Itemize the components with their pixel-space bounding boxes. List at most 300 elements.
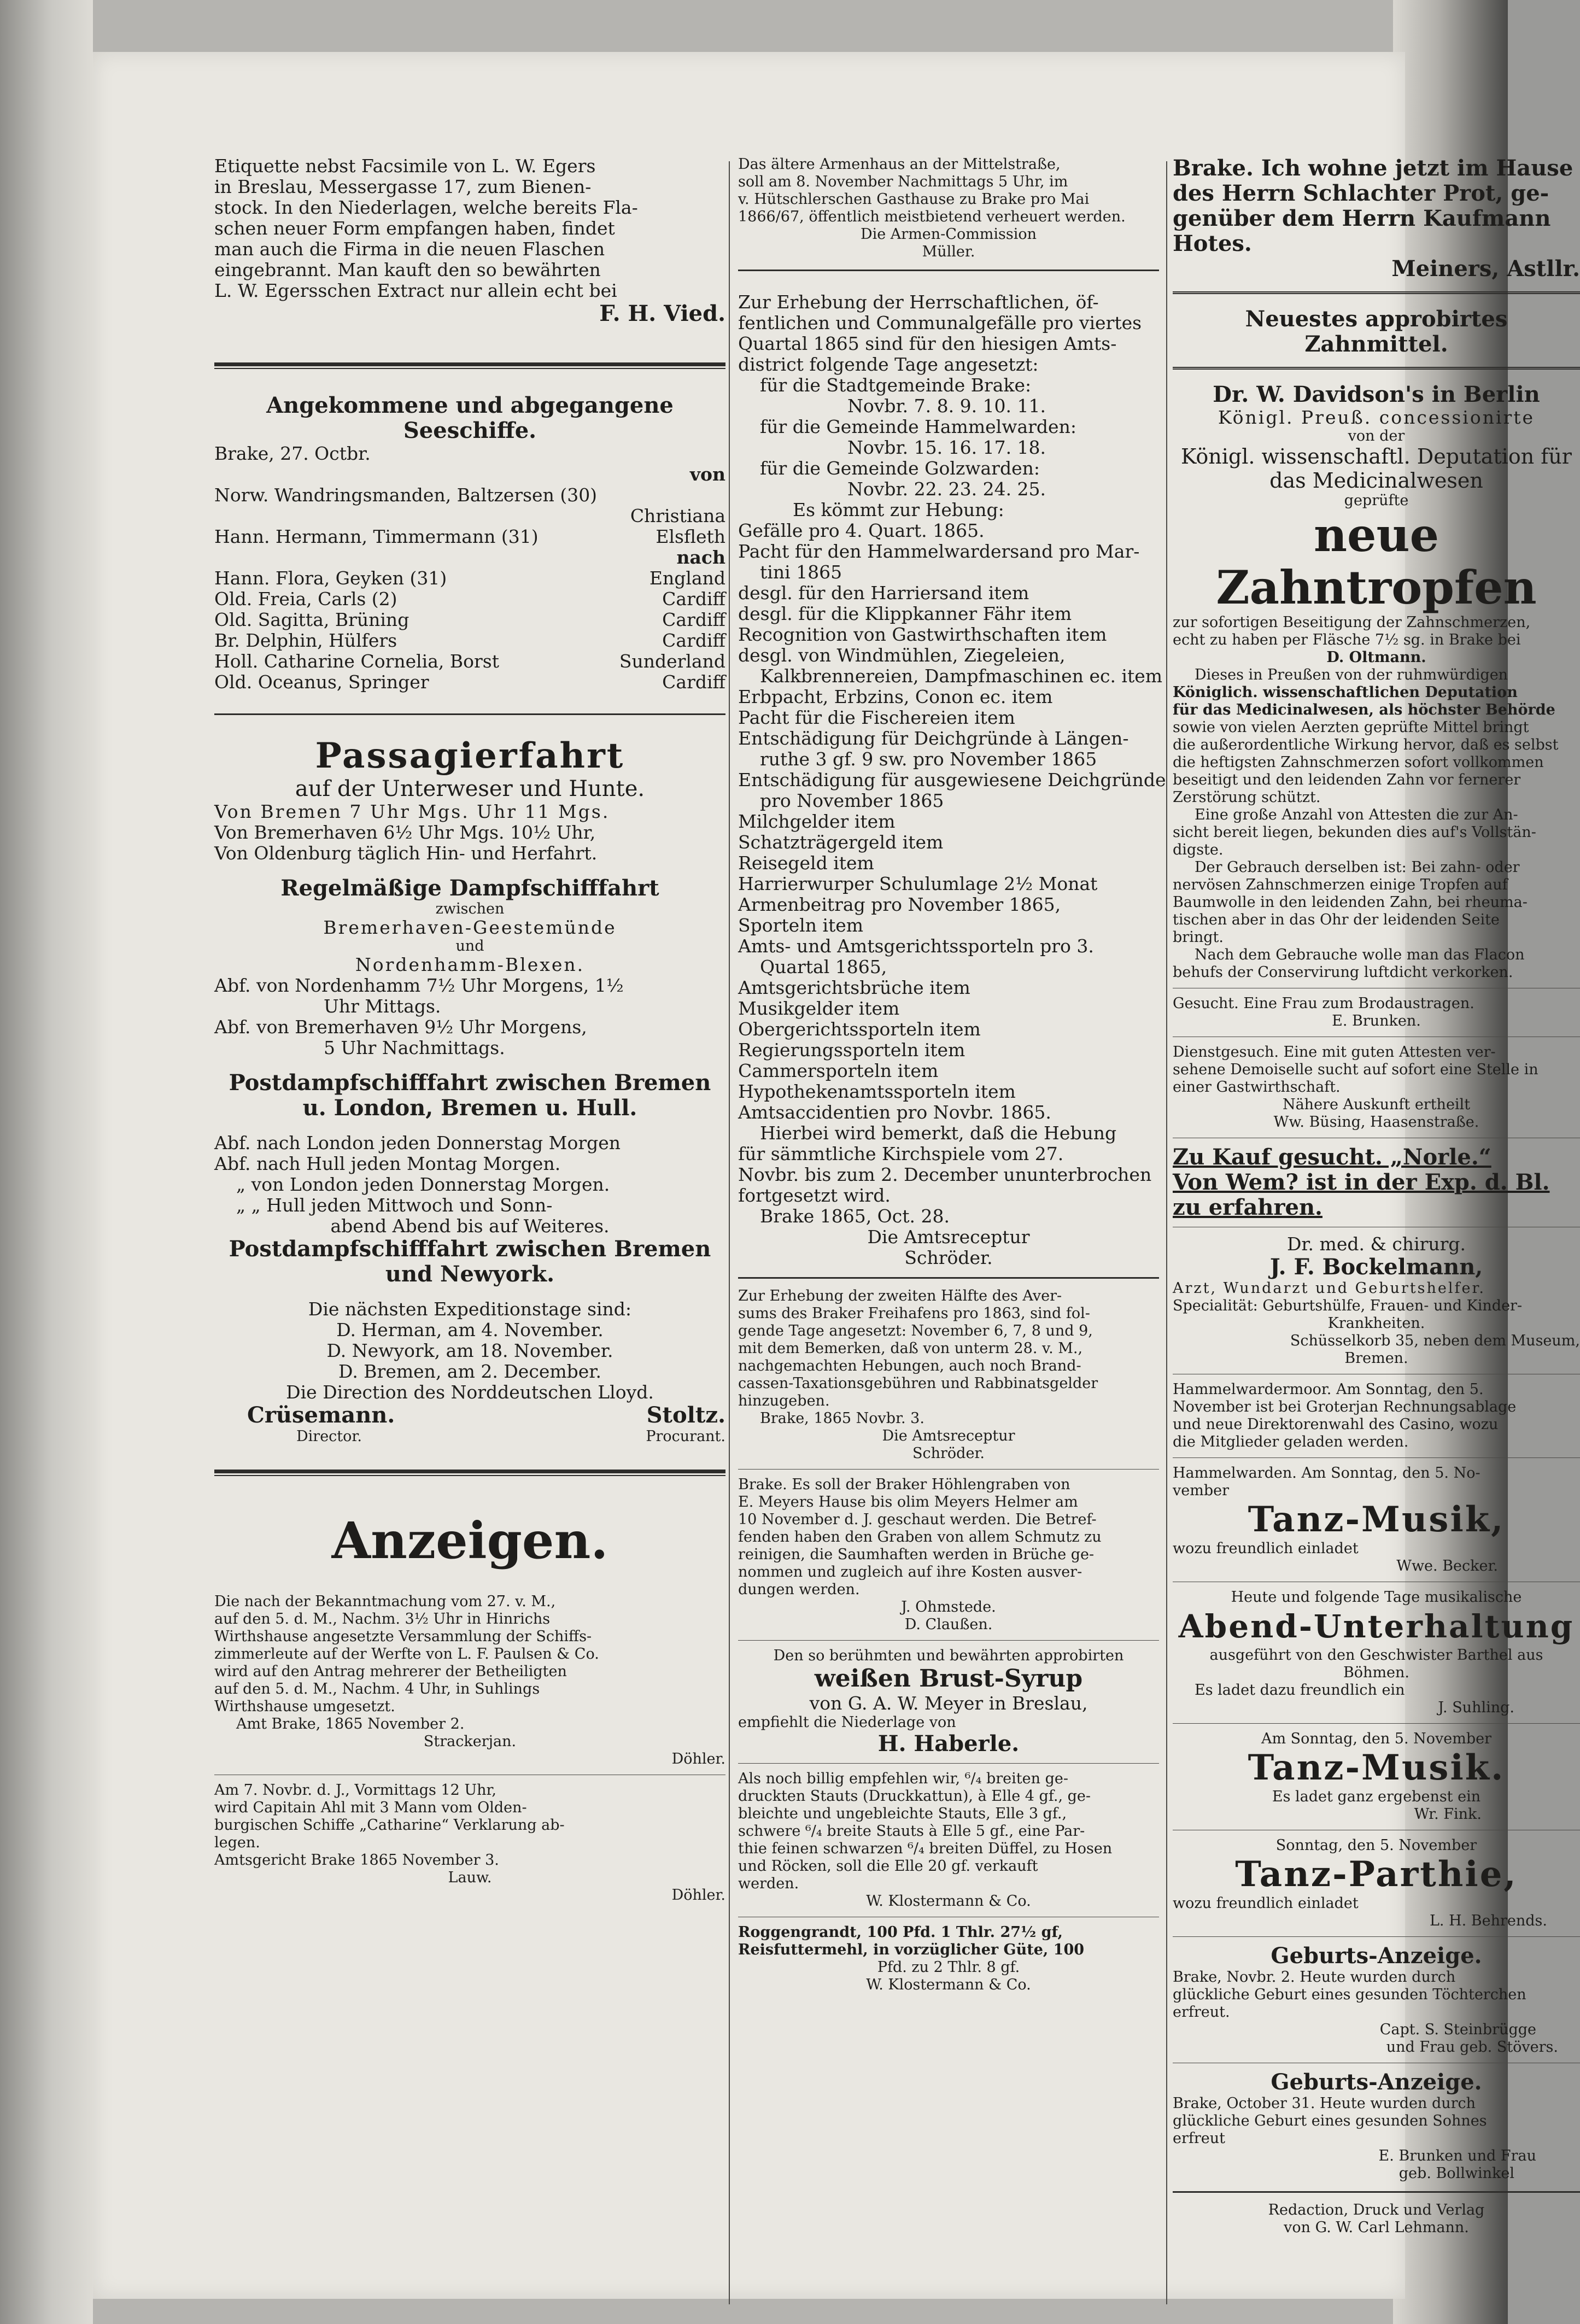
signature: Stoltz. <box>646 1402 725 1428</box>
ship-row <box>214 651 725 672</box>
text-line: Wirthshause angesetzte Versammlung der Schiffs- <box>214 1628 592 1645</box>
text-line: D. Newyork, am 18. November. <box>326 1340 613 1361</box>
ship-row <box>214 568 725 589</box>
book-binding <box>0 0 93 2324</box>
ship-name: Old. Freia, Carls (2) <box>214 588 397 610</box>
text-line: Die nach der Bekanntmachung vom 27. v. M., <box>214 1593 556 1610</box>
text-line: D. Herman, am 4. November. <box>336 1319 604 1340</box>
text-line: 5 Uhr Nachmittags. <box>324 1037 505 1058</box>
list-item: Gefälle pro 4. Quart. 1865. <box>738 520 985 541</box>
signature: Schröder. <box>912 1445 985 1462</box>
tanz-parthie-title: Tanz-Parthie, <box>1235 1854 1518 1895</box>
signature: und Frau geb. Stövers. <box>1386 2039 1558 2056</box>
text-line: Quartal 1865 sind für den hiesigen Amts- <box>738 333 1117 354</box>
ship-row <box>214 589 725 610</box>
signature: Crüsemann. <box>247 1402 395 1428</box>
ship-port: Elsfleth <box>656 526 725 547</box>
text-line: Als noch billig empfehlen wir, ⁶/₄ breiten ge- <box>738 1770 1068 1787</box>
newspaper-page <box>93 52 1580 2299</box>
ship-row <box>214 630 725 651</box>
text-line: druckten Stauts (Druckkattun), à Elle 4 gf., ge- <box>738 1788 1091 1805</box>
text-line: auf den 5. d. M., Nachm. 3½ Uhr in Hinrichs <box>214 1611 551 1628</box>
list-item: desgl. für den Harriersand item <box>738 582 1029 604</box>
ship-row <box>214 485 725 506</box>
text-line: Brake. Es soll der Braker Höhlengraben von <box>738 1476 1070 1493</box>
section-rule <box>214 362 725 369</box>
text-line: Das ältere Armenhaus an der Mittelstraße, <box>738 156 1061 173</box>
text-line: Am Sonntag, den 5. November <box>1261 1730 1492 1747</box>
list-item: Musikgelder item <box>738 998 900 1019</box>
signature: Müller. <box>922 243 975 260</box>
text-line: Hammelwardermoor. Am Sonntag, den 5. <box>1173 1381 1484 1398</box>
geburts-anzeige-title: Geburts-Anzeige. <box>1271 1943 1482 1969</box>
dateline: Brake, 27. Octbr. <box>214 443 371 464</box>
text-line: für die Gemeinde Golzwarden: <box>760 458 1040 479</box>
egers-ad <box>214 156 725 326</box>
list-item: Sporteln item <box>738 915 864 936</box>
text-line: reinigen, die Saumhaften werden in Brüche ge- <box>738 1546 1095 1563</box>
signature: L. H. Behrends. <box>1429 1912 1547 1929</box>
text-line: Zu Kauf gesucht. „Norle.“ <box>1173 1144 1491 1170</box>
text-line: abend Abend bis auf Weiteres. <box>330 1215 610 1237</box>
brust-syrup-title: weißen Brust-Syrup <box>814 1665 1083 1693</box>
column-rule <box>1166 161 1167 2304</box>
text-line: Zur Erhebung der zweiten Hälfte des Aver- <box>738 1287 1062 1304</box>
ship-name: Holl. Catharine Cornelia, Borst <box>214 651 499 672</box>
text-line: erfreut. <box>1173 2004 1230 2021</box>
text-line: thie feinen schwarzen ⁶/₄ breiten Düffel, zu Hosen <box>738 1840 1113 1857</box>
text-line: zur sofortigen Beseitigung der Zahnschmerzen, <box>1173 614 1531 631</box>
text-line: vember <box>1173 1482 1230 1499</box>
list-item: Hypothekenamtssporteln item <box>738 1081 1016 1102</box>
role: Procurant. <box>646 1428 725 1445</box>
text-line: Heute und folgende Tage musikalische <box>1231 1589 1522 1606</box>
list-item: Pacht für den Hammelwardersand pro Mar- <box>738 541 1140 562</box>
signature: J. Ohmstede. <box>901 1599 996 1615</box>
tanz-musik-title: Tanz-Musik. <box>1248 1747 1505 1788</box>
signature: D. Oltmann. <box>1326 649 1426 666</box>
list-item: Amtsgerichtsbrüche item <box>738 977 970 998</box>
armenhaus-notice <box>738 156 1159 261</box>
text-line: von der <box>1348 428 1405 444</box>
text-line: in Breslau, Messergasse 17, zum Bienen- <box>214 176 592 197</box>
column-2 <box>738 156 1166 1994</box>
ship-port: Christiana <box>630 505 725 526</box>
text-line: Zerstörung schützt. <box>1173 789 1321 806</box>
text-line: glückliche Geburt eines gesunden Sohnes <box>1173 2112 1487 2129</box>
text-line: bleichte und ungebleichte Stauts, Elle 3 gf., <box>738 1805 1067 1822</box>
geburts-anzeige-2 <box>1173 2095 1580 2182</box>
list-item: Reisegeld item <box>738 852 874 874</box>
divider <box>738 1469 1159 1470</box>
signature: Meiners, Astllr. <box>1391 256 1580 282</box>
text-line: 1866/67, öffentlich meistbietend verheuert werden. <box>738 208 1126 225</box>
signature: Schröder. <box>904 1247 993 1268</box>
signature: Die Armen-Commission <box>860 226 1037 243</box>
dampfschiff-title: Regelmäßige Dampfschifffahrt <box>280 875 659 901</box>
text-line: Die nächsten Expeditionstage sind: <box>308 1298 632 1320</box>
text-line: Pfd. zu 2 Thlr. 8 gf. <box>877 1959 1020 1976</box>
text-line: und Röcken, soll die Elle 20 gf. verkauft <box>738 1858 1038 1875</box>
signature: J. Suhling. <box>1438 1699 1514 1716</box>
abend-unterhaltung-title: Abend-Unterhaltung <box>1178 1608 1575 1645</box>
text-line: Specialität: Geburtshülfe, Frauen- und Kinder- <box>1173 1297 1523 1314</box>
list-item: Amts- und Amtsgerichtssporteln pro 3. <box>738 935 1094 957</box>
divider <box>1173 1936 1580 1937</box>
ship-port: Sunderland <box>619 651 725 672</box>
text-line: Sonntag, den 5. November <box>1275 1837 1477 1854</box>
list-item: desgl. für die Klippkanner Fähr item <box>738 603 1072 624</box>
text-line: zimmerleute auf der Werfte von L. F. Paulsen & Co. <box>214 1646 599 1662</box>
text-line: Bremen. <box>1344 1350 1408 1367</box>
text-line: Bremerhaven-Geestemünde <box>323 917 617 938</box>
divider <box>738 1763 1159 1764</box>
text-line: D. Bremen, am 2. December. <box>338 1361 601 1382</box>
signature-row <box>214 1403 725 1428</box>
text-line: Dr. med. & chirurg. <box>1286 1233 1466 1255</box>
text-line: Roggengrandt, 100 Pfd. 1 Thlr. 27½ gf, <box>738 1924 1063 1941</box>
signature: Wwe. Becker. <box>1396 1558 1498 1574</box>
signature: Döhler. <box>671 1751 725 1767</box>
text-line: und <box>455 938 484 955</box>
text-line: tischen aber in das Ohr der leidenden Seite <box>1173 911 1500 928</box>
text-line: Wirthshause umgesetzt. <box>214 1698 395 1715</box>
text-line: digste. <box>1173 841 1224 858</box>
ship-name: Br. Delphin, Hülfers <box>214 630 397 651</box>
dateline: Brake, 1865 Novbr. 3. <box>760 1410 924 1427</box>
ship-name: Old. Sagitta, Brüning <box>214 609 409 630</box>
text-line: Den so berühmten und bewährten approbirten <box>773 1647 1124 1664</box>
ship-port: Cardiff <box>662 588 725 610</box>
signature: H. Haberle. <box>877 1731 1020 1757</box>
text-line: wozu freundlich einladet <box>1173 1540 1359 1557</box>
text-line: Nach dem Gebrauche wolle man das Flacon <box>1195 946 1525 963</box>
stauts-ad <box>738 1770 1159 1910</box>
tanz-musik-title: Tanz-Musik, <box>1248 1499 1505 1540</box>
divider <box>214 713 725 715</box>
signature: Lauw. <box>448 1869 492 1886</box>
kauf-ad <box>1173 1145 1580 1220</box>
text-line: für die Stadtgemeinde Brake: <box>760 374 1032 396</box>
graben-notice <box>738 1476 1159 1634</box>
wohnung-notice <box>1173 156 1580 256</box>
text-line: Dienstgesuch. Eine mit guten Attesten ver- <box>1173 1044 1496 1061</box>
signature: Capt. S. Steinbrügge <box>1379 2021 1536 2038</box>
signature: W. Klostermann & Co. <box>866 1893 1031 1910</box>
text-line: Novbr. 15. 16. 17. 18. <box>847 437 1046 458</box>
text-line: Brake, October 31. Heute wurden durch <box>1173 2095 1476 2112</box>
signature: Wr. Fink. <box>1414 1806 1482 1823</box>
notice-1 <box>214 1593 725 1768</box>
text-line: Schüsselkorb 35, neben dem Museum, <box>1290 1332 1580 1349</box>
text-line: für die Gemeinde Hammelwarden: <box>760 416 1076 437</box>
list-item: Amtsaccidentien pro Novbr. 1865. <box>738 1102 1051 1123</box>
signature: Ww. Büsing, Haasenstraße. <box>1273 1114 1479 1131</box>
text-line: mit dem Bemerken, daß von unterm 28. v. M., <box>738 1340 1083 1357</box>
text-line: die Mitglieder geladen werden. <box>1173 1433 1409 1450</box>
list-item: Cammersporteln item <box>738 1060 939 1081</box>
signature: geb. Bollwinkel <box>1398 2165 1514 2182</box>
divider <box>738 270 1159 271</box>
text-line: Brake, Novbr. 2. Heute wurden durch <box>1173 1969 1456 1986</box>
geburts-anzeige-1 <box>1173 1969 1580 2056</box>
text-line: v. Hütschlerschen Gasthause zu Brake pro Mai <box>738 191 1090 208</box>
zahntropfen-body <box>1173 614 1580 981</box>
list-item: desgl. von Windmühlen, Ziegeleien, <box>738 645 1066 666</box>
text-line: man auch die Firma in die neuen Flaschen <box>214 238 605 260</box>
list-item: tini 1865 <box>760 561 842 583</box>
ship-name: Hann. Flora, Geyken (31) <box>214 567 447 589</box>
zahnmittel-heading: Neuestes approbirtes Zahnmittel. <box>1245 306 1508 357</box>
text-line: Novbr. 7. 8. 9. 10. 11. <box>847 395 1046 417</box>
text-line: Nordenhamm-Blexen. <box>355 954 585 975</box>
text-line: sowie von vielen Aerzten geprüfte Mittel bringt <box>1173 719 1529 736</box>
text-line: erfreut <box>1173 2130 1226 2147</box>
text-line: Zur Erhebung der Herrschaftlichen, öf- <box>738 291 1099 313</box>
text-line: von G. A. W. Meyer in Breslau, <box>809 1693 1088 1714</box>
signature-row <box>214 1428 725 1445</box>
text-line: beseitigt und den leidenden Zahn vor fernerer <box>1173 771 1521 788</box>
list-item: Schatzträgergeld item <box>738 832 944 853</box>
text-line: wird Capitain Ahl mit 3 Mann vom Olden- <box>214 1799 527 1816</box>
signature: Die Amtsreceptur <box>867 1226 1030 1248</box>
divider <box>738 1277 1159 1279</box>
text-line: Amt Brake, 1865 November 2. <box>236 1716 465 1732</box>
ship-port: Cardiff <box>662 671 725 693</box>
roggen-ad <box>738 1924 1159 1994</box>
text-line: „ „ Hull jeden Mittwoch und Sonn- <box>236 1195 553 1216</box>
text-line: Königl. wissenschaftl. Deputation für <box>1181 444 1572 469</box>
text-line: schwere ⁶/₄ breite Stauts à Elle 5 gf., eine Par- <box>738 1823 1085 1840</box>
text-line: auf den 5. d. M., Nachm. 4 Uhr, in Suhlings <box>214 1681 540 1697</box>
passagierfahrt-subtitle: auf der Unterweser und Hunte. <box>295 776 645 801</box>
text-line: behufs der Conservirung luftdicht verkorken. <box>1173 964 1513 981</box>
column-3 <box>1173 156 1580 2237</box>
passagierfahrt-title: Passagierfahrt <box>315 735 625 776</box>
text-line: fentlichen und Communalgefälle pro viertes <box>738 312 1142 333</box>
text-line: Von Oldenburg täglich Hin- und Herfahrt. <box>214 842 598 864</box>
list-item: Recognition von Gastwirthschaften item <box>738 624 1107 645</box>
ship-row <box>214 610 725 630</box>
text-line: cassen-Taxationsgebühren und Rabbinatsgelder <box>738 1375 1098 1392</box>
text-line: burgischen Schiffe „Catharine“ Verklarung ab- <box>214 1817 565 1834</box>
notice-2 <box>214 1782 725 1904</box>
geburts-anzeige-title: Geburts-Anzeige. <box>1271 2069 1482 2095</box>
text-line: Von Bremerhaven 6½ Uhr Mgs. 10½ Uhr, <box>214 822 596 843</box>
signature: Strackerjan. <box>423 1733 517 1750</box>
text-line: Königl. Preuß. concessionirte <box>1218 407 1535 428</box>
signature: E. Brunken. <box>1332 1012 1421 1029</box>
post1-title: Postdampfschifffahrt zwischen Bremen u. London, Bremen u. Hull. <box>229 1070 711 1121</box>
text-line: Nähere Auskunft ertheilt <box>1282 1096 1471 1113</box>
ships-heading: Angekommene und abgegangene Seeschiffe. <box>266 393 674 443</box>
freihafen-notice <box>738 1287 1159 1462</box>
text-line: sums des Braker Freihafens pro 1863, sind fol- <box>738 1305 1090 1322</box>
column-rule <box>729 161 730 2304</box>
text-line: genüber dem Herrn Kaufmann <box>1173 206 1551 231</box>
text-line: district folgende Tage angesetzt: <box>738 354 1039 375</box>
text-line: einer Gastwirthschaft. <box>1173 1079 1341 1096</box>
list-item: Harrierwurper Schulumlage 2½ Monat <box>738 873 1098 894</box>
text-line: die heftigsten Zahnschmerzen sofort vollkommen <box>1173 754 1544 771</box>
list-item: Entschädigung für ausgewiesene Deichgründe <box>738 769 1166 791</box>
hammelwardermoor-notice <box>1173 1381 1580 1451</box>
text-line: Etiquette nebst Facsimile von L. W. Egers <box>214 155 596 177</box>
text-line: hinzugeben. <box>738 1392 830 1409</box>
text-line: Baumwolle in den leidenden Zahn, bei rheuma- <box>1173 894 1528 911</box>
ship-port: Cardiff <box>662 609 725 630</box>
divider <box>1173 2191 1580 2193</box>
text-line: Reisfuttermehl, in vorzüglicher Güte, 100 <box>738 1941 1085 1958</box>
text-line: L. W. Egersschen Extract nur allein echt bei <box>214 280 617 301</box>
text-line: Abf. nach London jeden Donnerstag Morgen <box>214 1132 621 1154</box>
text-line: Am 7. Novbr. d. J., Vormittags 12 Uhr, <box>214 1782 497 1799</box>
text-line: Böhmen. <box>1343 1664 1410 1681</box>
list-item: Erbpacht, Erbzins, Conon ec. item <box>738 686 1053 707</box>
role: Director. <box>296 1428 362 1445</box>
text-line: zu erfahren. <box>1173 1195 1322 1220</box>
list-item: Obergerichtssporteln item <box>738 1018 981 1040</box>
divider <box>1173 291 1580 297</box>
text-line: sehene Demoiselle sucht auf sofort eine Stelle in <box>1173 1061 1538 1078</box>
text-line: für das Medicinalwesen, als höchster Behörde <box>1173 701 1555 718</box>
anzeigen-heading: Anzeigen. <box>331 1511 608 1570</box>
text-line: eingebrannt. Man kauft den so bewährten <box>214 259 601 280</box>
ship-name: Norw. Wandringsmanden, Baltzersen (30) <box>214 484 598 506</box>
ship-row <box>214 506 725 526</box>
text-line: wozu freundlich einladet <box>1173 1895 1359 1912</box>
text-line: echt zu haben per Fläsche 7½ sg. in Brake bei <box>1173 631 1521 648</box>
text-line: Königlich. wissenschaftlichen Deputation <box>1173 684 1518 701</box>
ship-port: Cardiff <box>662 630 725 651</box>
text-line: Der Gebrauch derselben ist: Bei zahn- oder <box>1195 859 1520 876</box>
text-line: nervösen Zahnschmerzen einige Tropfen auf <box>1173 876 1508 893</box>
text-line: Abf. von Nordenhamm 7½ Uhr Morgens, 1½ <box>214 975 624 996</box>
text-line: empfiehlt die Niederlage von <box>738 1714 956 1731</box>
list-item: Armenbeitrag pro November 1865, <box>738 894 1061 915</box>
text-line: Amtsgericht Brake 1865 November 3. <box>214 1852 499 1869</box>
signature: Döhler. <box>671 1887 725 1904</box>
text-line: ausgeführt von den Geschwister Barthel aus <box>1209 1647 1543 1664</box>
text-line: Hierbei wird bemerkt, daß die Hebung <box>760 1122 1117 1144</box>
text-line: stock. In den Niederlagen, welche bereits Fla- <box>214 197 638 218</box>
text-line: Abf. nach Hull jeden Montag Morgen. <box>214 1153 561 1174</box>
post2-title: Postdampfschifffahrt zwischen Bremen und Newyork. <box>229 1236 711 1287</box>
text-line: Brake. Ich wohne jetzt im Hause <box>1173 155 1573 181</box>
text-line: Novbr. bis zum 2. December ununterbrochen <box>738 1164 1152 1185</box>
list-item: pro November 1865 <box>760 790 944 811</box>
text-line: fenden haben den Graben von allem Schmutz zu <box>738 1529 1102 1546</box>
dienstgesuch-ad <box>1173 1044 1580 1131</box>
text-line: Es kömmt zur Hebung: <box>793 499 1004 520</box>
ship-name: Old. Oceanus, Springer <box>214 671 429 693</box>
ship-row <box>214 672 725 693</box>
text-line: 10 November d. J. geschaut werden. Die Betref- <box>738 1511 1097 1528</box>
text-line: Uhr Mittags. <box>324 996 441 1017</box>
text-line: Die Direction des Norddeutschen Lloyd. <box>286 1381 654 1403</box>
ships-nach-label: nach <box>676 547 725 568</box>
text-line: zwischen <box>435 900 505 917</box>
text-line: Dieses in Preußen von der ruhmwürdigen <box>1195 666 1508 683</box>
divider <box>738 1640 1159 1641</box>
text-line: sicht bereit liegen, bekunden dies auf's Vollstän- <box>1173 824 1536 841</box>
doctor-ad <box>1173 1280 1580 1367</box>
text-line: Von Bremen 7 Uhr Mgs. Uhr 11 Mgs. <box>214 801 610 822</box>
signature: F. H. Vied. <box>599 301 725 326</box>
text-line: das Medicinalwesen <box>1269 469 1483 493</box>
text-line: Eine große Anzahl von Attesten die zur An- <box>1195 806 1518 823</box>
list-item: Kalkbrennereien, Dampfmaschinen ec. item <box>760 665 1163 687</box>
list-item: Entschädigung für Deichgründe à Längen- <box>738 728 1129 749</box>
text-line: glückliche Geburt eines gesunden Töchterchen <box>1173 1986 1526 2003</box>
signature: D. Claußen. <box>904 1616 993 1633</box>
text-line: schen neuer Form empfangen haben, findet <box>214 218 615 239</box>
signature: E. Brunken und Frau <box>1378 2147 1536 2164</box>
text-line: Von Wem? ist in der Exp. d. Bl. <box>1173 1169 1550 1195</box>
text-line: werden. <box>738 1875 799 1892</box>
divider <box>1173 1457 1580 1458</box>
list-item: Pacht für die Fischereien item <box>738 707 1015 728</box>
text-line: Es ladet ganz ergebenst ein <box>1272 1788 1481 1805</box>
text-line: des Herrn Schlachter Prot, ge- <box>1173 180 1549 206</box>
text-line: dungen werden. <box>738 1581 860 1598</box>
ship-port: England <box>649 567 725 589</box>
text-line: legen. <box>214 1834 260 1851</box>
text-line: Hotes. <box>1173 231 1252 256</box>
divider <box>1173 1723 1580 1724</box>
gesucht-ad <box>1173 995 1580 1030</box>
text-line: E. Meyers Hause bis olim Meyers Helmer am <box>738 1494 1078 1511</box>
dateline: Brake 1865, Oct. 28. <box>760 1205 950 1227</box>
signature: Die Amtsreceptur <box>882 1427 1015 1444</box>
imprint: von G. W. Carl Lehmann. <box>1284 2219 1469 2236</box>
text-line: und neue Direktorenwahl des Casino, wozu <box>1173 1416 1499 1433</box>
ships-von-label: von <box>689 464 725 485</box>
list-item: Regierungssporteln item <box>738 1039 965 1061</box>
imprint: Redaction, Druck und Verlag <box>1268 2202 1485 2218</box>
text-line: Arzt, Wundarzt und Geburtshelfer. <box>1173 1280 1486 1297</box>
list-item: Quartal 1865, <box>760 956 887 977</box>
section-rule <box>214 1470 725 1476</box>
text-line: Gesucht. Eine Frau zum Brodaustragen. <box>1173 995 1474 1012</box>
text-line: wird auf den Antrag mehrerer der Betheiligten <box>214 1663 567 1680</box>
text-line: nommen und zugleich auf ihre Kosten ausver- <box>738 1564 1082 1580</box>
text-line: Abf. von Bremerhaven 9½ Uhr Morgens, <box>214 1016 587 1038</box>
text-line: Es ladet dazu freundlich ein <box>1195 1682 1405 1699</box>
text-line: nachgemachten Hebungen, auch noch Brand- <box>738 1357 1081 1374</box>
doctor-name: J. F. Bockelmann, <box>1269 1254 1483 1280</box>
ship-name: Hann. Hermann, Timmermann (31) <box>214 526 539 547</box>
list-item: ruthe 3 gf. 9 sw. pro November 1865 <box>760 748 1097 770</box>
divider <box>1173 367 1580 372</box>
text-line: bringt. <box>1173 929 1224 946</box>
text-line: Novbr. 22. 23. 24. 25. <box>847 478 1046 500</box>
text-line: die außerordentliche Wirkung hervor, daß es selbst <box>1173 736 1559 753</box>
text-line: geprüfte <box>1344 492 1409 509</box>
text-line: Dr. W. Davidson's in Berlin <box>1213 382 1540 407</box>
text-line: November ist bei Groterjan Rechnungsablage <box>1173 1398 1517 1415</box>
zahntropfen-title: neue Zahntropfen <box>1216 508 1537 614</box>
text-line: „ von London jeden Donnerstag Morgen. <box>236 1174 610 1195</box>
text-line: soll am 8. November Nachmittags 5 Uhr, im <box>738 173 1068 190</box>
text-line: Krankheiten. <box>1327 1315 1425 1332</box>
column-1 <box>214 156 725 1904</box>
list-item: Milchgelder item <box>738 811 896 832</box>
signature: W. Klostermann & Co. <box>866 1976 1031 1993</box>
text-line: fortgesetzt wird. <box>738 1185 891 1206</box>
text-line: Hammelwarden. Am Sonntag, den 5. No- <box>1173 1465 1480 1482</box>
text-line: für sämmtliche Kirchspiele vom 27. <box>738 1143 1064 1164</box>
